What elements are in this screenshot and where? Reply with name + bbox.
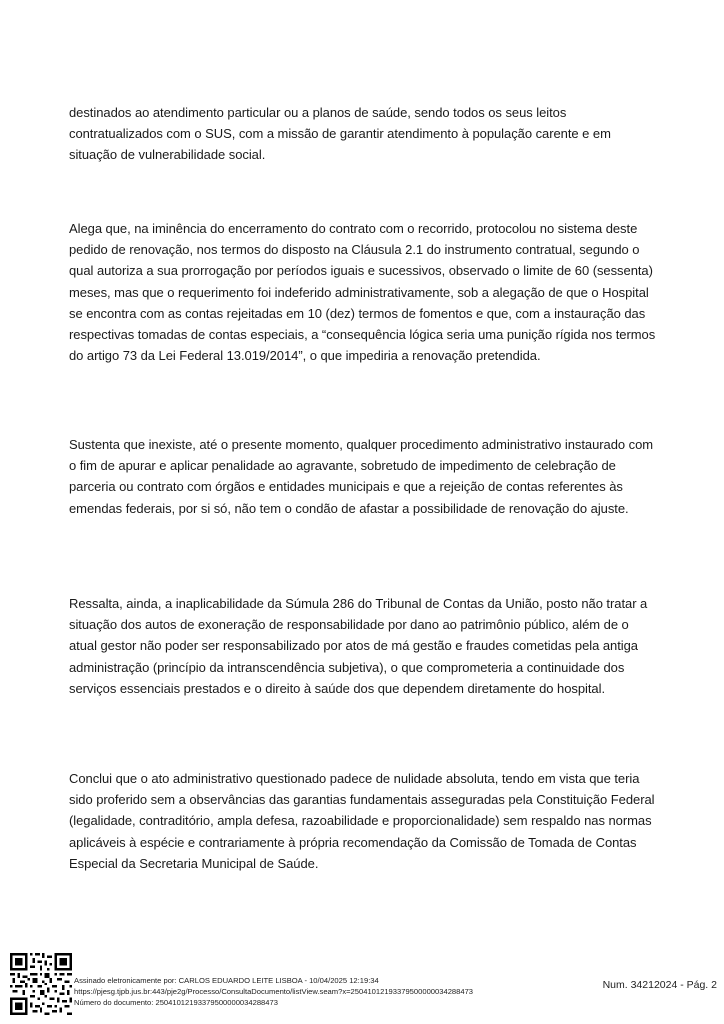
- paragraph-2: Alega que, na iminência do encerramento do contrato com o recorrido, protocolou no sistema deste pedido de renovação, nos termos do disposto na Cláusula 2.1 do instrumento contratual, segundo o qual autoriza a sua prorrogação por períodos iguais e sucessivos, observado o limite de 60 (sessenta) meses, mas que o requerimento foi indeferido administrativamente, sob a alegação de que o Hospital se encontra com as contas rejeitadas em 10 (dez) termos de fomentos e que, com a instauração das respectivas tomadas de contas especiais, a “consequência lógica seria uma punição rígida nos termos do artigo 73 da Lei Federal 13.019/2014”, o que impediria a renovação pretendida.: [69, 221, 656, 364]
- paragraph-3: Sustenta que inexiste, até o presente momento, qualquer procedimento administrativo instaurado com o fim de apurar e aplicar penalidade ao agravante, sobretudo de impedimento de celebração de parceria ou contrato com órgãos e entidades municipais e que a rejeição de contas referentes às emendas federais, por si só, não tem o condão de afastar a possibilidade de renovação do ajuste.: [69, 437, 654, 516]
- paragraph-1: destinados ao atendimento particular ou a planos de saúde, sendo todos os seus leitos contratualizados com o SUS, com a missão de garantir atendimento à população carente e em situação de vulnerabilidade social.: [69, 105, 611, 163]
- qr-code-icon: [10, 953, 72, 1015]
- signature-block: [74, 975, 473, 1008]
- signature-footer: [10, 950, 720, 1016]
- paragraph-4: Ressalta, ainda, a inaplicabilidade da Súmula 286 do Tribunal de Contas da União, posto não tratar a situação dos autos de exoneração de responsabilidade por dano ao patrimônio público, além de o atual gestor não poder ser responsabilizado por atos de má gestão e fraudes cometidas pela antiga administração (princípio da intranscendência subjetiva), o que comprometeria a continuidade dos serviços essenciais prestados e o direito à saúde dos que dependem diretamente do hospital.: [69, 596, 648, 696]
- paragraph-5: Conclui que o ato administrativo questionado padece de nulidade absoluta, tendo em vista que teria sido proferido sem a observâncias das garantias fundamentais asseguradas pela Constituição Federal (legalidade, contraditório, ampla defesa, razoabilidade e proporcionalidade) sem respaldo nas normas aplicáveis à espécie e contrariamente à própria recomendação da Comissão de Tomada de Contas Especial da Secretaria Municipal de Saúde.: [69, 771, 655, 871]
- page-number: Num. 34212024 - Pág. 2: [602, 979, 717, 991]
- verification-url[interactable]: https://pjesg.tjpb.jus.br:443/pje2g/Processo/ConsultaDocumento/listView.seam?x=25041012193379500000034288473: [74, 987, 474, 996]
- document-number: Número do documento: 25041012193379500000034288473: [74, 998, 278, 1007]
- signed-by-text: Assinado eletronicamente por: CARLOS EDUARDO LEITE LISBOA - 10/04/2025 12:19:34: [74, 976, 379, 985]
